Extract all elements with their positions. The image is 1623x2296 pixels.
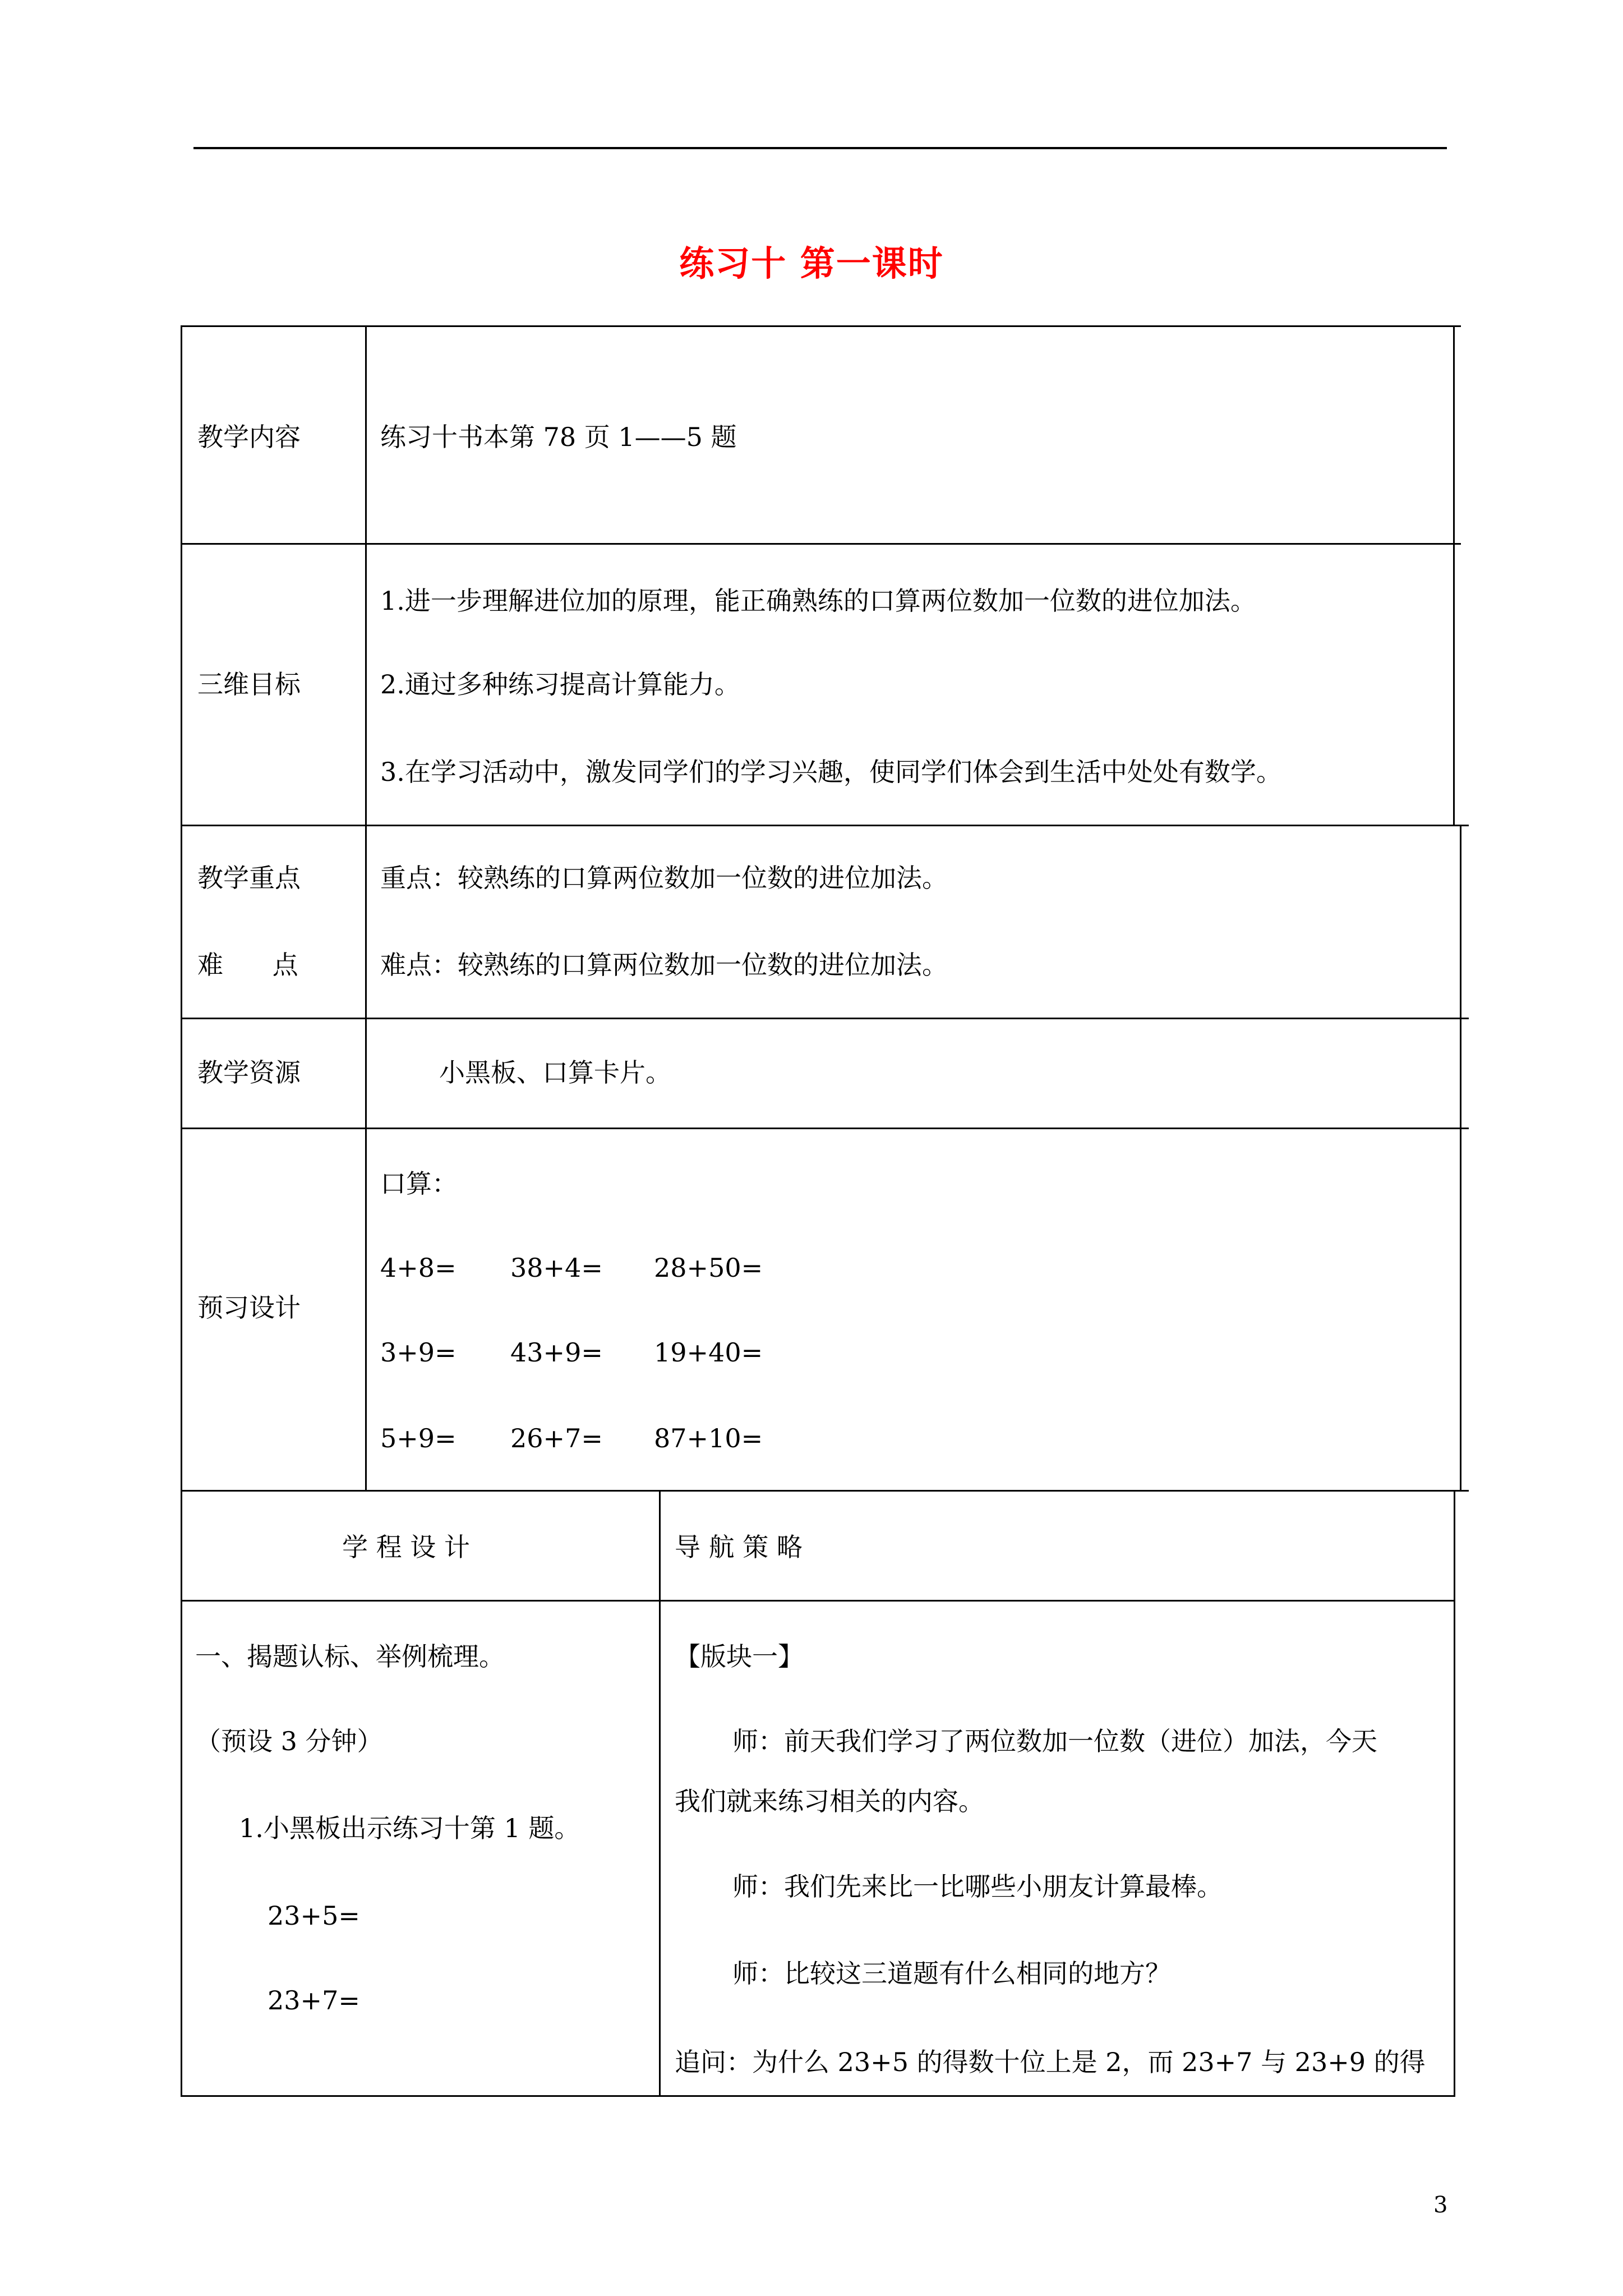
goal-item: 3.在学习活动中，激发同学们的学习兴趣，使同学们体会到生活中处处有数学。 — [380, 757, 1282, 787]
right-column-header: 导 航 策 略 — [675, 1532, 803, 1562]
exercise-item: 4+8= — [380, 1253, 457, 1283]
right-step: 师：比较这三道题有什么相同的地方？ — [732, 1958, 1171, 1989]
exercise-item: 43+9= — [510, 1337, 603, 1368]
goal-item: 1.进一步理解进位加的原理，能正确熟练的口算两位数加一位数的进位加法。 — [380, 586, 1256, 616]
exercise-item: 3+9= — [380, 1337, 457, 1368]
difficulty-label: 难 点 — [197, 950, 298, 980]
right-step: 【版块一】 — [675, 1641, 804, 1672]
table-rule — [181, 2095, 1455, 2097]
resources-label: 教学资源 — [197, 1057, 301, 1088]
right-step: 我们就来练习相关的内容。 — [675, 1786, 984, 1816]
left-step: 一、揭题认标、举例梳理。 — [195, 1641, 505, 1672]
table-border — [181, 325, 182, 1492]
left-column-header: 学 程 设 计 — [342, 1532, 470, 1562]
page-title: 练习十 第一课时 — [679, 243, 944, 284]
exercise-item: 26+7= — [510, 1423, 603, 1453]
table-border — [1453, 325, 1455, 825]
right-step: 追问：为什么 23+5 的得数十位上是 2，而 23+7 与 23+9 的得 — [675, 2047, 1426, 2077]
table-border — [181, 1490, 182, 2097]
table-rule — [181, 825, 1469, 826]
exercise-item: 28+50= — [654, 1253, 763, 1283]
difficulty-text: 难点：较熟练的口算两位数加一位数的进位加法。 — [380, 950, 948, 980]
exercise-item: 5+9= — [380, 1423, 457, 1453]
table-rule — [181, 1490, 1469, 1492]
table-divider — [659, 1490, 661, 2097]
table-rule — [181, 543, 1461, 545]
header-rule — [193, 147, 1447, 149]
preview-heading: 口算： — [380, 1168, 458, 1199]
goal-item: 2.通过多种练习提高计算能力。 — [380, 669, 740, 700]
resources-text: 小黑板、口算卡片。 — [439, 1057, 671, 1088]
right-step: 师：前天我们学习了两位数加一位数（进位）加法，今天 — [732, 1726, 1377, 1756]
content-text: 练习十书本第 78 页 1——5 题 — [380, 422, 737, 452]
exercise-item: 38+4= — [510, 1253, 603, 1283]
left-step: 23+5= — [268, 1901, 360, 1931]
table-border — [1460, 825, 1461, 1492]
exercise-item: 19+40= — [654, 1337, 763, 1368]
table-rule — [181, 1600, 1455, 1602]
right-step: 师：我们先来比一比哪些小朋友计算最棒。 — [732, 1871, 1223, 1902]
key-point-label: 教学重点 — [197, 863, 301, 893]
table-rule — [181, 1018, 1469, 1019]
table-rule — [181, 1128, 1469, 1129]
table-divider — [365, 325, 367, 1492]
key-point-text: 重点：较熟练的口算两位数加一位数的进位加法。 — [380, 863, 948, 893]
preview-label: 预习设计 — [197, 1292, 301, 1323]
left-step: （预设 3 分钟） — [195, 1726, 383, 1756]
left-step: 23+7= — [268, 1985, 360, 2016]
table-rule — [181, 325, 1461, 327]
content-label: 教学内容 — [197, 422, 301, 452]
left-step: 1.小黑板出示练习十第 1 题。 — [239, 1813, 580, 1843]
table-border — [1454, 1490, 1455, 2097]
page-number: 3 — [1433, 2192, 1448, 2218]
exercise-item: 87+10= — [654, 1423, 763, 1453]
goals-label: 三维目标 — [197, 669, 301, 700]
